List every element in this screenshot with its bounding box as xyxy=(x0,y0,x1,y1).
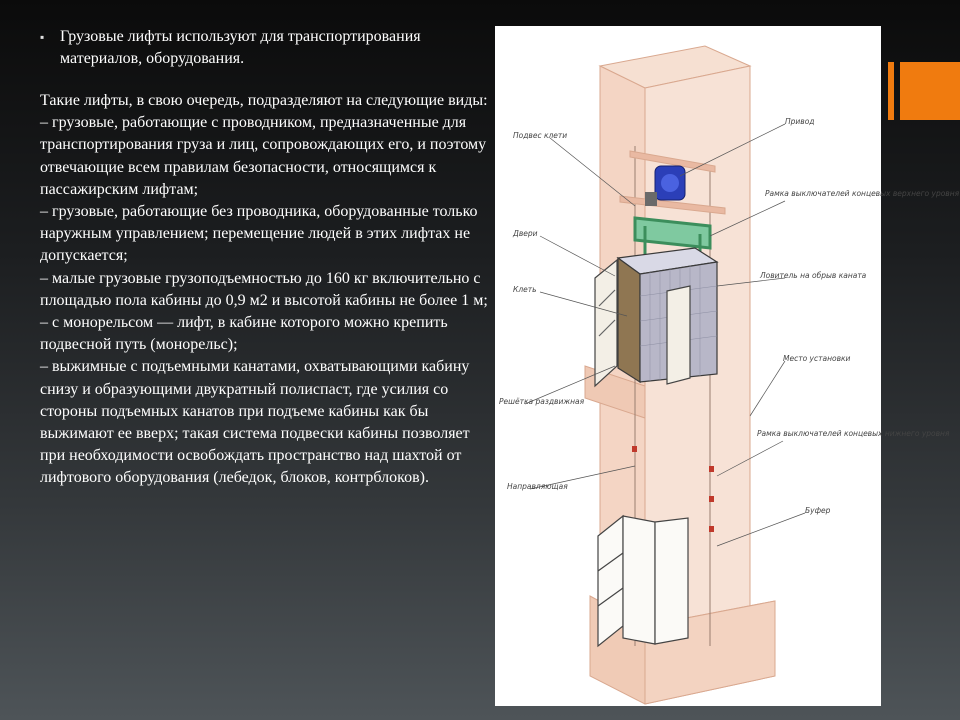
elevator-diagram xyxy=(495,26,960,706)
label-install-place: Место установки xyxy=(783,354,851,363)
label-cage-suspension: Подвес клети xyxy=(513,131,568,140)
bullet-text: Грузовые лифты используют для транспортирования материалов, оборудования. xyxy=(60,28,421,67)
label-doors: Двери xyxy=(513,229,538,238)
label-drive: Привод xyxy=(785,117,815,126)
cage xyxy=(595,248,717,386)
label-upper-limit-frame: Рамка выключателей концевых верхнего уровня xyxy=(765,189,960,198)
body-text: Такие лифты, в свою очередь, подразделяют на следующие виды: – грузовые, работающие с проводником, предназначенные для транспортирования груза и лиц, сопровождающих его, и поэтому отвечающие всем правилам безопасности, относящимся к пассажирским лифтам; – грузовые, работающие без проводника, оборудованные только наружным управлением; перемещение людей в этих лифтах не допускается; – малые грузовые грузоподъемностью до 160 кг включительно с площадью пола кабины до 0,9 м2 и высотой кабины не более 1 м; – с монорельсом — лифт, в кабине которого можно крепить подвесной путь (монорельс); – выжимные с подъемными канатами, охватывающими кабину снизу и образующими двукратный полиспаст, где усилия со стороны подъемных канатов при подъеме кабины как бы выжимают ее вверх; такая система подвески кабины позволяет при необходимости освобождать пространство над шахтой от лифтового оборудования (лебедок, блоков, контрблоков). xyxy=(40,92,488,487)
label-guide: Направляющая xyxy=(507,482,568,491)
accent-bar-thin xyxy=(888,62,894,120)
bullet-item xyxy=(40,26,490,70)
label-rope-catcher: Ловитель на обрыв каната xyxy=(760,271,867,280)
label-lower-limit-frame: Рамка выключателей концевых нижнего уровня xyxy=(757,429,950,438)
label-buffer: Буфер xyxy=(805,506,831,515)
label-sliding-grate: Решётка раздвижная xyxy=(499,397,585,406)
accent-bar-square xyxy=(900,62,960,120)
label-cage: Клеть xyxy=(513,285,537,294)
lower-doors xyxy=(598,516,688,646)
bullet-icon: ▪ xyxy=(40,30,45,44)
